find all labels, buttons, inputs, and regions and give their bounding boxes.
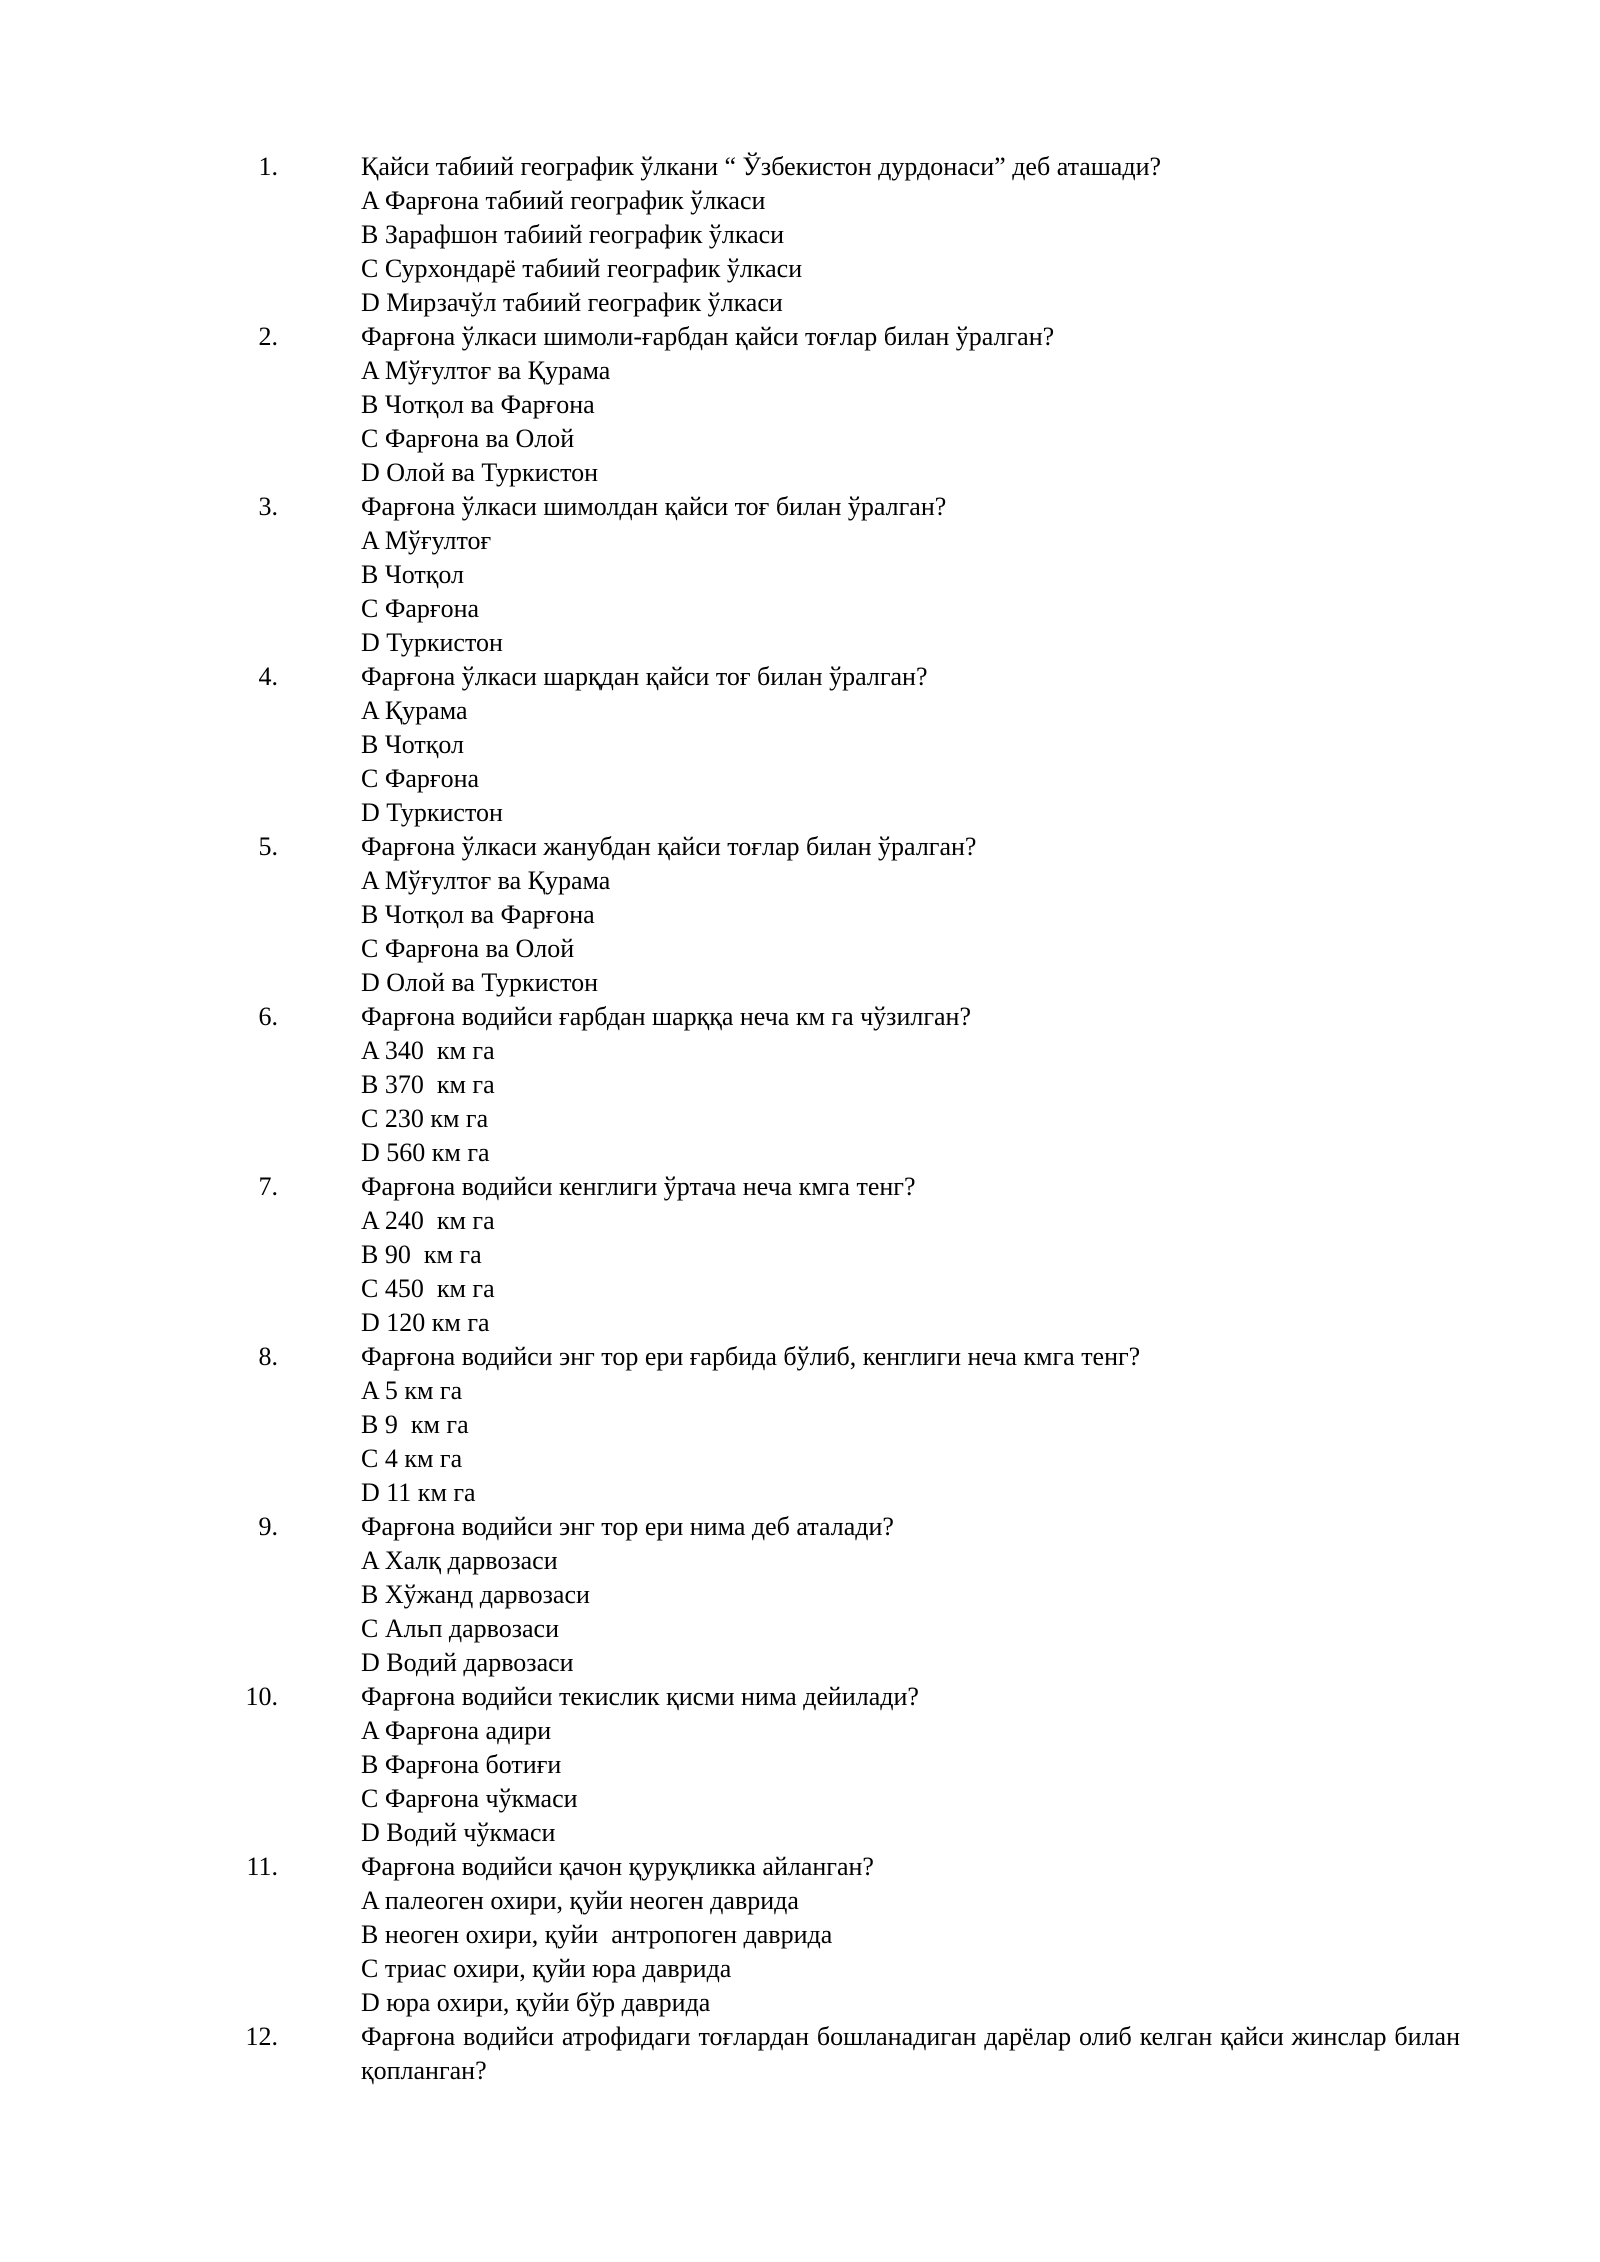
question-number: 8. [258, 1342, 278, 1371]
question-text: Фарғона ўлкаси шимолдан қайси тоғ билан ўралган? [361, 492, 947, 521]
answer-option-b: B Чотқол [361, 730, 465, 759]
answer-option-c: C 230 км га [361, 1104, 489, 1133]
question-text: Фарғона водийси текислик қисми нима дейилади? [361, 1682, 919, 1711]
question-1 [0, 150, 1600, 320]
question-number: 11. [246, 1852, 278, 1881]
answer-option-c: C Сурхондарё табиий географик ўлкаси [361, 254, 803, 283]
answer-option-b: B 370 км га [361, 1070, 495, 1099]
question-text: Фарғона водийси энг тор ери ғарбида бўлиб, кенглиги неча кмга тенг? [361, 1342, 1141, 1371]
question-number: 2. [258, 322, 278, 351]
answer-option-c: C триас охири, қуйи юра даврида [361, 1954, 732, 1983]
answer-option-a: A Фарғона адири [361, 1716, 552, 1745]
question-number: 9. [258, 1512, 278, 1541]
answer-option-a: A Мўғултоғ [361, 526, 492, 555]
question-8 [0, 1340, 1600, 1510]
question-number: 10. [245, 1682, 278, 1711]
answer-option-c: C Фарғона чўкмаси [361, 1784, 578, 1813]
answer-option-a: A 340 км га [361, 1036, 495, 1065]
answer-option-a: A Мўғултоғ ва Қурама [361, 866, 611, 895]
question-number: 3. [258, 492, 278, 521]
question-number: 5. [258, 832, 278, 861]
question-10 [0, 1680, 1600, 1850]
question-2 [0, 320, 1600, 490]
answer-option-a: A 240 км га [361, 1206, 495, 1235]
answer-option-c: C 4 км га [361, 1444, 463, 1473]
question-11 [0, 1850, 1600, 2020]
answer-option-b: B неоген охири, қуйи антропоген даврида [361, 1920, 833, 1949]
answer-option-a: A 5 км га [361, 1376, 463, 1405]
question-text: Фарғона водийси қачон қуруқликка айланган? [361, 1852, 874, 1881]
question-number: 7. [258, 1172, 278, 1201]
answer-option-d: D Олой ва Туркистон [361, 968, 599, 997]
answer-option-b: B Фарғона ботиғи [361, 1750, 562, 1779]
answer-option-b: B Зарафшон табиий географик ўлкаси [361, 220, 785, 249]
answer-option-c: C Фарғона [361, 594, 480, 623]
answer-option-d: D 11 км га [361, 1478, 476, 1507]
answer-option-b: B 90 км га [361, 1240, 482, 1269]
question-list [0, 150, 1600, 2088]
answer-option-a: A Мўғултоғ ва Қурама [361, 356, 611, 385]
answer-option-a: A Қурама [361, 696, 468, 725]
question-text: Фарғона водийси атрофидаги тоғлардан бошланадиган дарёлар олиб келган қайси жинслар билан қопланган? [361, 2022, 1460, 2085]
answer-option-d: D Водий чўкмаси [361, 1818, 556, 1847]
question-text: Фарғона водийси энг тор ери нима деб аталади? [361, 1512, 894, 1541]
answer-option-a: A Халқ дарвозаси [361, 1546, 558, 1575]
answer-option-c: C Фарғона ва Олой [361, 934, 575, 963]
question-text: Қайси табиий географик ўлкани “ Ўзбекистон дурдонаси” деб аташади? [361, 152, 1162, 181]
answer-option-d: D юра охири, қуйи бўр даврида [361, 1988, 711, 2017]
answer-option-d: D Водий дарвозаси [361, 1648, 574, 1677]
question-text: Фарғона водийси кенглиги ўртача неча кмга тенг? [361, 1172, 916, 1201]
question-number: 12. [245, 2022, 278, 2051]
answer-option-a: A Фарғона табиий географик ўлкаси [361, 186, 766, 215]
question-7 [0, 1170, 1600, 1340]
answer-option-c: C Альп дарвозаси [361, 1614, 559, 1643]
question-9 [0, 1510, 1600, 1680]
question-text: Фарғона ўлкаси шарқдан қайси тоғ билан ўралган? [361, 662, 928, 691]
answer-option-b: B 9 км га [361, 1410, 469, 1439]
answer-option-c: C Фарғона [361, 764, 480, 793]
answer-option-a: A палеоген охири, қуйи неоген даврида [361, 1886, 799, 1915]
question-number: 6. [258, 1002, 278, 1031]
answer-option-d: D 560 км га [361, 1138, 490, 1167]
question-number: 4. [258, 662, 278, 691]
answer-option-b: B Чотқол ва Фарғона [361, 390, 595, 419]
answer-option-b: B Чотқол ва Фарғона [361, 900, 595, 929]
question-text: Фарғона ўлкаси жанубдан қайси тоғлар билан ўралган? [361, 832, 977, 861]
answer-option-d: D Мирзачўл табиий географик ўлкаси [361, 288, 783, 317]
answer-option-c: C Фарғона ва Олой [361, 424, 575, 453]
answer-option-c: C 450 км га [361, 1274, 495, 1303]
question-3 [0, 490, 1600, 660]
answer-option-b: B Хўжанд дарвозаси [361, 1580, 590, 1609]
question-text: Фарғона ўлкаси шимоли-ғарбдан қайси тоғлар билан ўралган? [361, 322, 1055, 351]
question-number: 1. [258, 152, 278, 181]
question-4 [0, 660, 1600, 830]
answer-option-d: D Туркистон [361, 628, 503, 657]
answer-option-d: D Туркистон [361, 798, 503, 827]
answer-option-d: D Олой ва Туркистон [361, 458, 599, 487]
question-text: Фарғона водийси ғарбдан шарққа неча км га чўзилган? [361, 1002, 971, 1031]
question-6 [0, 1000, 1600, 1170]
answer-option-d: D 120 км га [361, 1308, 490, 1337]
question-12 [0, 2020, 1600, 2088]
question-5 [0, 830, 1600, 1000]
answer-option-b: B Чотқол [361, 560, 465, 589]
